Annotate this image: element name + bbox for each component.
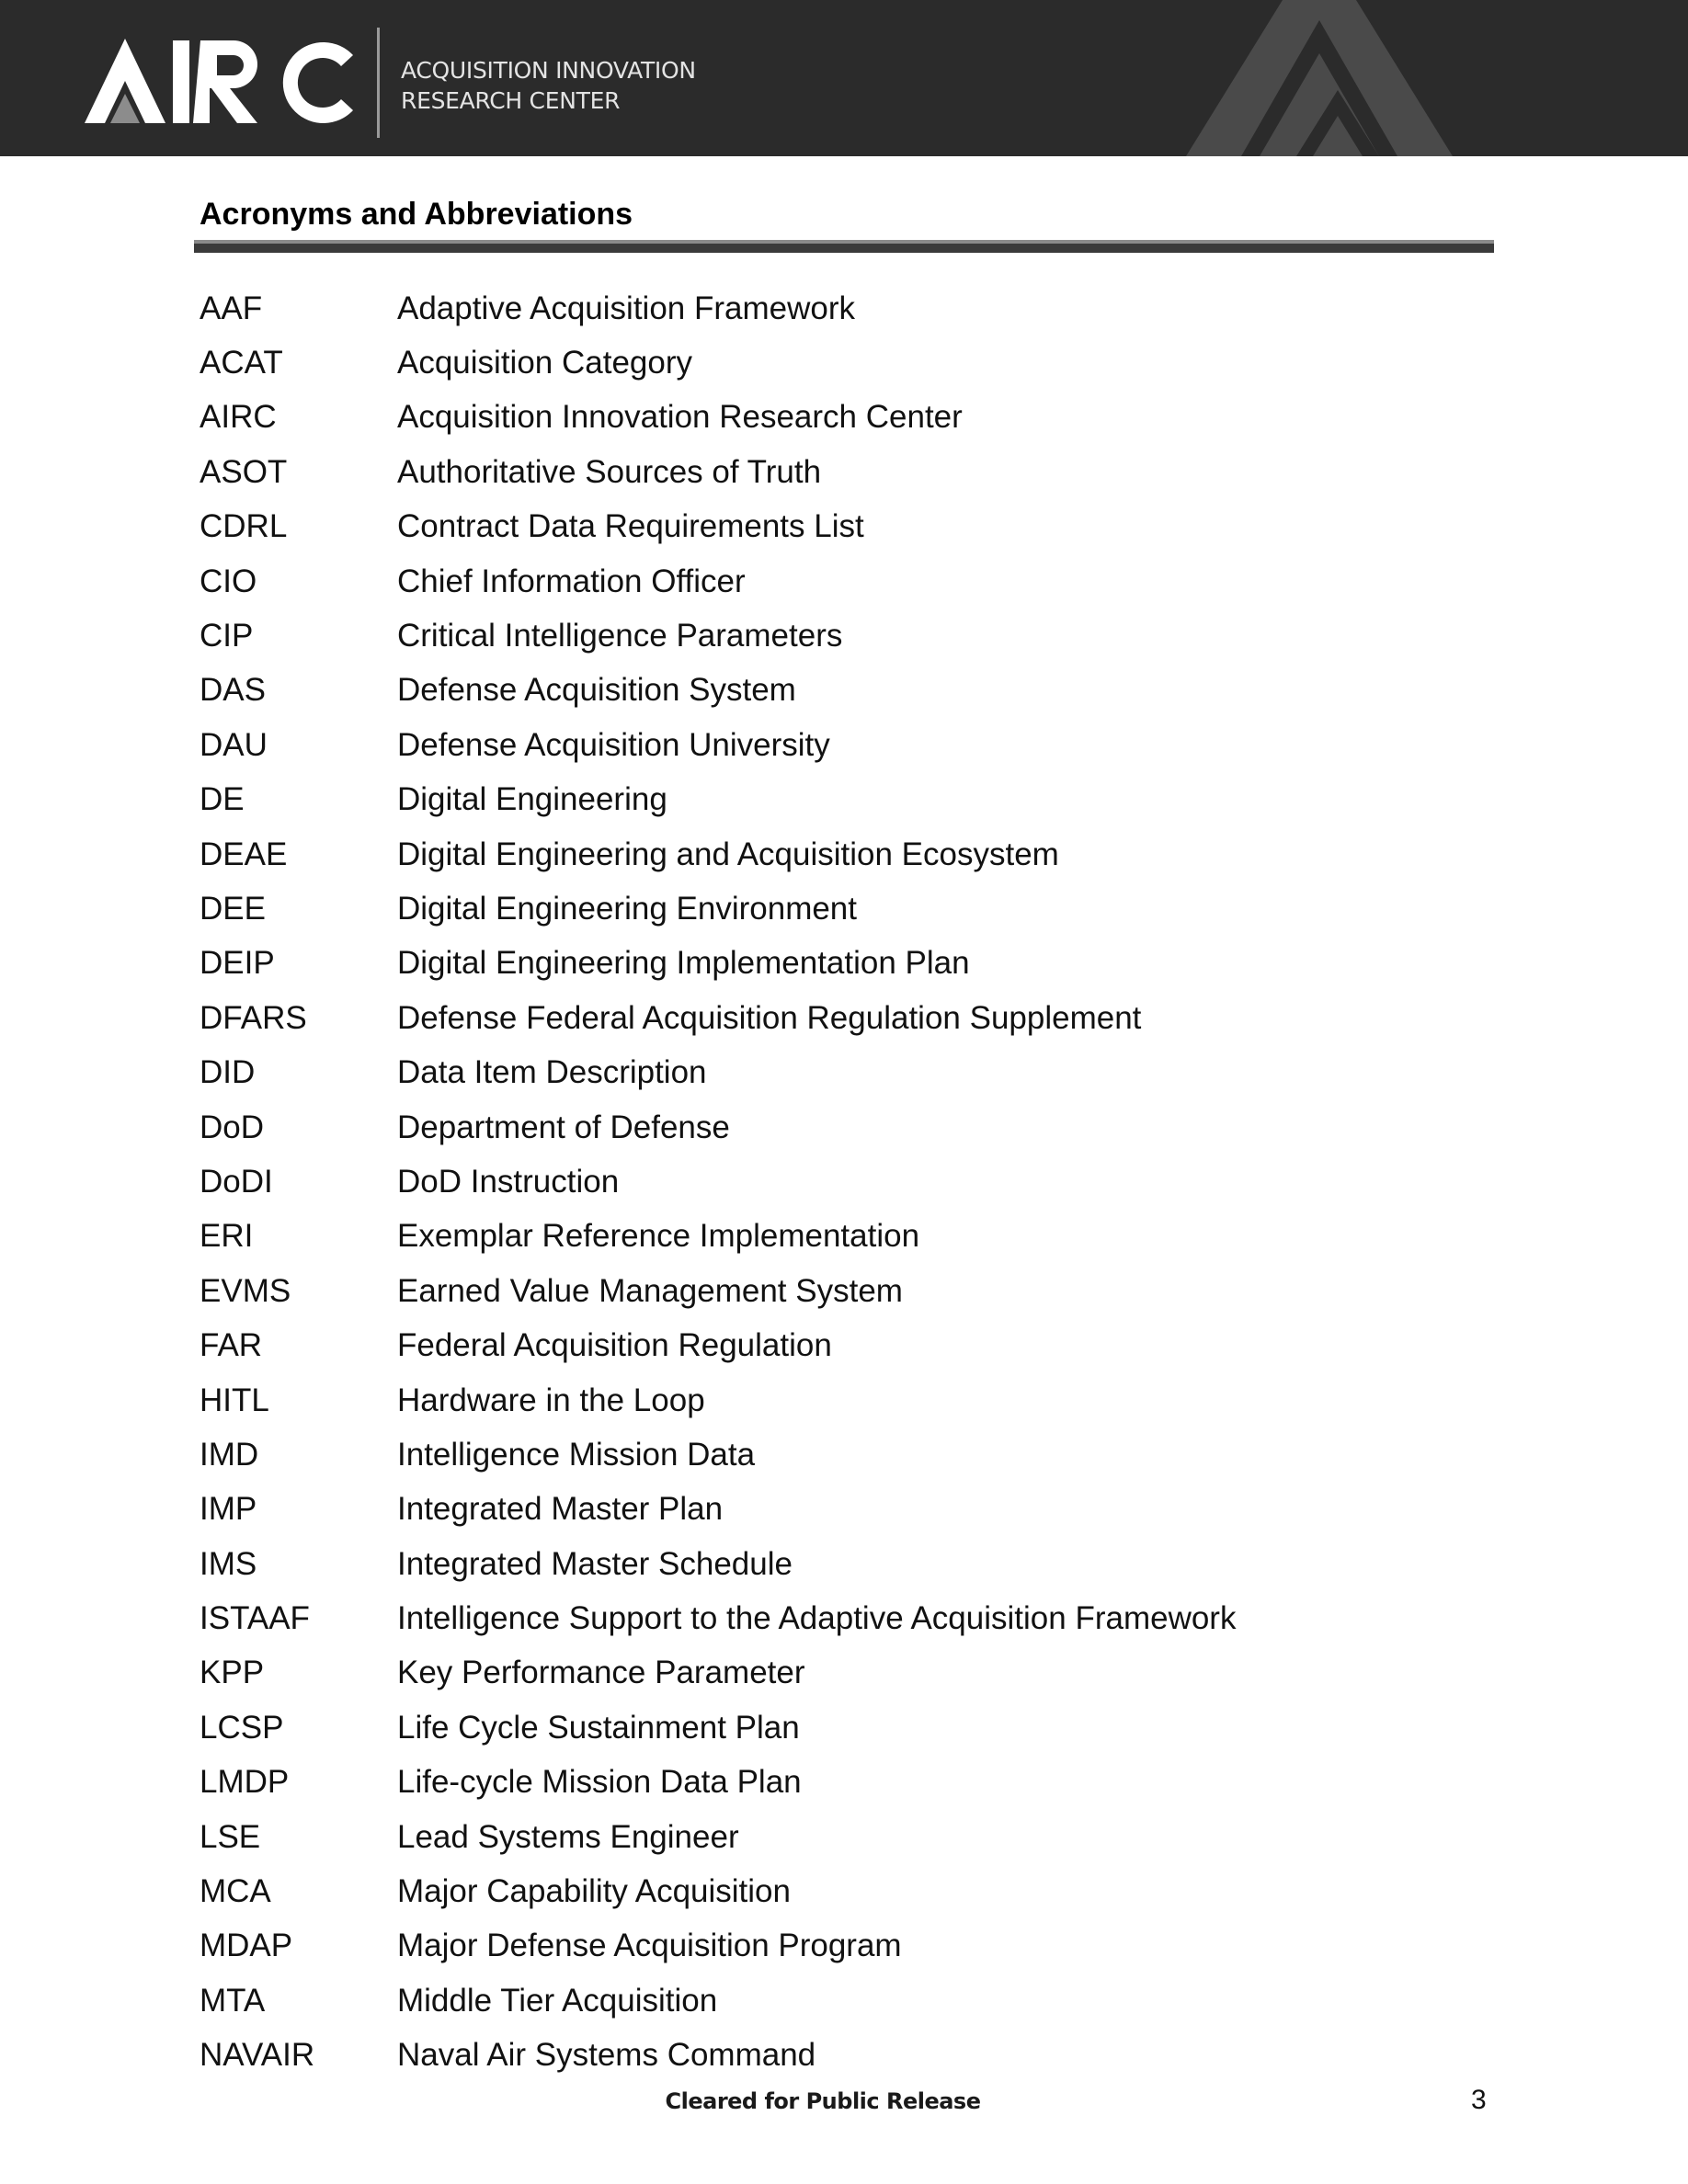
acronym-abbreviation: LMDP	[200, 1764, 290, 1801]
acronym-definition: DoD Instruction	[397, 1163, 620, 1200]
acronym-row	[200, 1373, 1505, 1428]
acronym-definition: Digital Engineering Environment	[397, 890, 857, 927]
acronym-row	[200, 1483, 1505, 1537]
acronym-abbreviation: AAF	[200, 290, 263, 326]
acronym-abbreviation: DAS	[200, 672, 266, 709]
acronym-row	[200, 1428, 1505, 1482]
acronym-abbreviation: ERI	[200, 1218, 254, 1255]
acronym-row	[200, 1591, 1505, 1645]
acronym-definition: Data Item Description	[397, 1054, 707, 1091]
acronym-abbreviation: NAVAIR	[200, 2037, 315, 2074]
triangle-decoration-icon	[1168, 0, 1471, 156]
acronym-row	[200, 1045, 1505, 1099]
acronym-row	[200, 664, 1505, 718]
acronym-row	[200, 281, 1505, 336]
acronym-definition: Intelligence Mission Data	[397, 1436, 756, 1473]
acronym-definition: Integrated Master Schedule	[397, 1545, 793, 1582]
acronym-definition: Naval Air Systems Command	[397, 2037, 816, 2074]
page-header	[0, 0, 1688, 156]
acronym-abbreviation: DID	[200, 1054, 256, 1091]
acronym-definition: Earned Value Management System	[397, 1272, 903, 1309]
section-title: Acronyms and Abbreviations	[200, 197, 633, 232]
acronym-definition: Authoritative Sources of Truth	[397, 453, 822, 490]
acronym-row	[200, 1701, 1505, 1755]
organization-name-line2: RESEARCH CENTER	[401, 87, 621, 114]
acronym-row	[200, 773, 1505, 827]
acronym-row	[200, 937, 1505, 991]
acronym-abbreviation: LCSP	[200, 1709, 284, 1746]
acronym-abbreviation: DEAE	[200, 836, 288, 872]
acronym-row	[200, 827, 1505, 882]
acronym-abbreviation: LSE	[200, 1818, 261, 1855]
acronym-definition: Digital Engineering	[397, 781, 667, 818]
acronym-row	[200, 554, 1505, 609]
acronym-definition: Lead Systems Engineer	[397, 1818, 739, 1855]
acronym-abbreviation: DFARS	[200, 999, 307, 1036]
acronym-abbreviation: CIP	[200, 618, 254, 654]
acronym-definition: Federal Acquisition Regulation	[397, 1327, 832, 1364]
acronym-abbreviation: KPP	[200, 1655, 265, 1691]
acronym-abbreviation: EVMS	[200, 1272, 291, 1309]
acronym-abbreviation: AIRC	[200, 399, 277, 436]
acronym-row	[200, 991, 1505, 1045]
acronym-definition: Life Cycle Sustainment Plan	[397, 1709, 800, 1746]
acronym-definition: Intelligence Support to the Adaptive Acquisition Framework	[397, 1600, 1237, 1637]
acronym-abbreviation: CDRL	[200, 508, 288, 545]
acronym-abbreviation: MTA	[200, 1982, 266, 2019]
acronym-abbreviation: ACAT	[200, 345, 283, 381]
acronym-definition: Defense Acquisition System	[397, 672, 796, 709]
acronym-definition: Defense Acquisition University	[397, 726, 830, 763]
acronym-definition: Major Capability Acquisition	[397, 1873, 791, 1910]
acronym-definition: Acquisition Innovation Research Center	[397, 399, 963, 436]
acronym-row	[200, 1264, 1505, 1318]
acronym-definition: Acquisition Category	[397, 345, 692, 381]
public-release-label: Cleared for Public Release	[665, 2088, 981, 2114]
acronym-abbreviation: IMP	[200, 1491, 257, 1528]
acronym-row	[200, 1756, 1505, 1810]
acronym-row	[200, 391, 1505, 445]
acronym-abbreviation: DAU	[200, 726, 268, 763]
acronym-abbreviation: DEE	[200, 890, 266, 927]
acronym-row	[200, 2029, 1505, 2083]
acronym-row	[200, 1537, 1505, 1591]
acronym-abbreviation: IMD	[200, 1436, 259, 1473]
acronym-definition: Digital Engineering Implementation Plan	[397, 945, 970, 982]
acronym-abbreviation: ASOT	[200, 453, 288, 490]
acronym-definition: Digital Engineering and Acquisition Ecosystem	[397, 836, 1059, 872]
acronym-row	[200, 1919, 1505, 1974]
acronym-row	[200, 1155, 1505, 1209]
acronym-abbreviation: IMS	[200, 1545, 257, 1582]
acronym-row	[200, 500, 1505, 554]
acronym-row	[200, 1974, 1505, 2028]
acronym-definition: Life-cycle Mission Data Plan	[397, 1764, 802, 1801]
acronym-abbreviation: ISTAAF	[200, 1600, 310, 1637]
acronym-definition: Major Defense Acquisition Program	[397, 1928, 902, 1964]
acronym-definition: Critical Intelligence Parameters	[397, 618, 843, 654]
acronym-row	[200, 336, 1505, 390]
acronym-definition: Adaptive Acquisition Framework	[397, 290, 855, 326]
acronym-abbreviation: MDAP	[200, 1928, 293, 1964]
acronym-row	[200, 609, 1505, 663]
acronym-definition: Middle Tier Acquisition	[397, 1982, 718, 2019]
acronym-row	[200, 1646, 1505, 1701]
page-number: 3	[1471, 2085, 1487, 2115]
acronym-abbreviation: MCA	[200, 1873, 271, 1910]
acronym-definition: Integrated Master Plan	[397, 1491, 724, 1528]
acronym-definition: Department of Defense	[397, 1109, 730, 1145]
airc-logo	[85, 39, 357, 127]
acronym-abbreviation: DEIP	[200, 945, 275, 982]
acronym-row	[200, 718, 1505, 772]
acronym-abbreviation: FAR	[200, 1327, 263, 1364]
acronym-definition: Exemplar Reference Implementation	[397, 1218, 920, 1255]
acronym-abbreviation: CIO	[200, 563, 257, 599]
acronym-list	[200, 281, 1505, 2083]
organization-name-line1: ACQUISITION INNOVATION	[401, 57, 696, 84]
acronym-abbreviation: DoDI	[200, 1163, 273, 1200]
acronym-definition: Hardware in the Loop	[397, 1382, 705, 1418]
acronym-row	[200, 1210, 1505, 1264]
section-divider	[194, 240, 1494, 253]
acronym-definition: Defense Federal Acquisition Regulation Supplement	[397, 999, 1142, 1036]
acronym-row	[200, 1810, 1505, 1864]
acronym-abbreviation: HITL	[200, 1382, 269, 1418]
acronym-row	[200, 1864, 1505, 1918]
acronym-abbreviation: DE	[200, 781, 245, 818]
acronym-definition: Contract Data Requirements List	[397, 508, 864, 545]
organization-name	[401, 55, 769, 116]
acronym-row	[200, 882, 1505, 936]
acronym-definition: Chief Information Officer	[397, 563, 746, 599]
acronym-abbreviation: DoD	[200, 1109, 265, 1145]
acronym-row	[200, 1318, 1505, 1372]
logo-divider	[377, 28, 380, 138]
acronym-row	[200, 1100, 1505, 1155]
acronym-row	[200, 445, 1505, 499]
acronym-definition: Key Performance Parameter	[397, 1655, 805, 1691]
